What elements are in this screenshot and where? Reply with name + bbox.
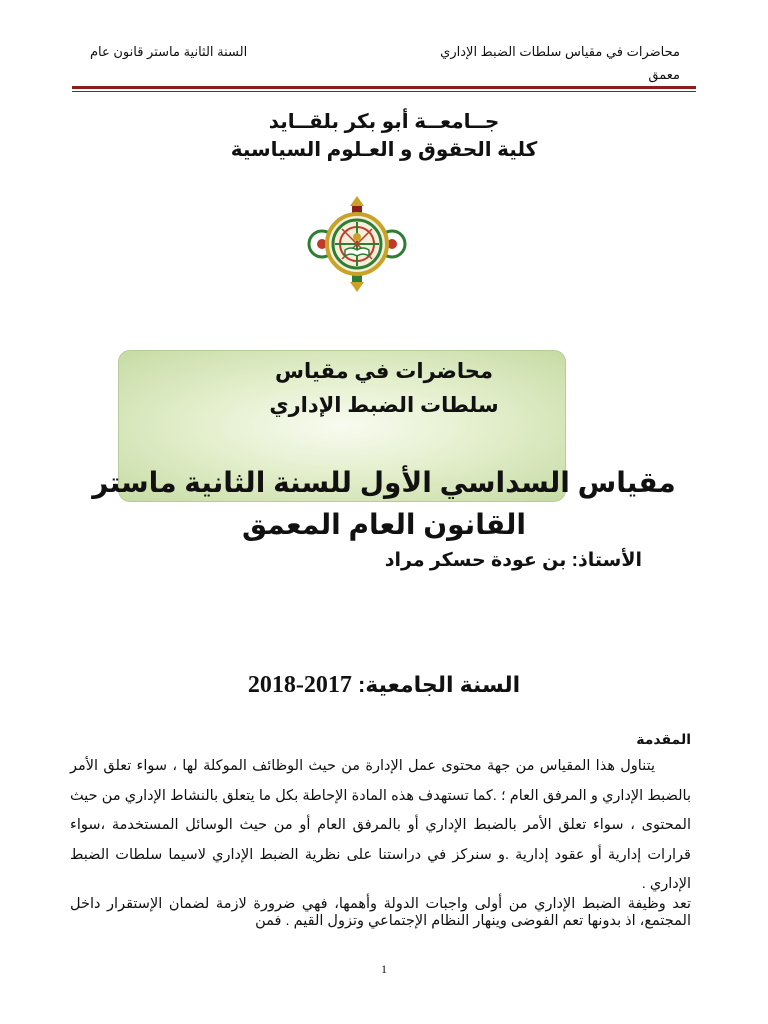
header-course-title: محاضرات في مقياس سلطات الضبط الإداري معمق [440,44,680,82]
university-emblem-icon [300,192,414,296]
title-line-2: سلطات الضبط الإداري [269,394,499,417]
header-rule-thick [72,86,696,89]
intro-paragraph-1: يتناول هذا المقياس من جهة محتوى عمل الإدارة من حيث الوظائف الموكلة لها ، سواء تعلق الأمر بالضبط الإداري و المرفق العام ؛ .كما تستهدف هذه المادة الإحاطة بكل ما يتعلق بالنشاط الإداري من حيث المحتوى ، سواء تعلق الأمر بالضبط الإداري أو بالمرفق العام أو من حيث الوسائل المستخدمة ،سواء قرارات إدارية أو عقود إدارية .و سنركز في دراستنا على نظرية الضبط الإداري لاسيما سلطات الضبط الإداري . [70,758,691,893]
intro-heading: المقدمة [636,731,691,747]
university-name: جــامعــة أبو بكر بلقــايد [268,111,500,133]
header-level: السنة الثانية ماستر قانون عام [90,44,248,59]
semester-line-1: مقياس السداسي الأول للسنة الثانية ماستر [92,467,676,498]
intro-paragraph-2: تعد وظيفة الضبط الإداري من أولى واجبات الدولة وأهمها، فهي ضرورة لازمة لضمان الإستقرار داخل المجتمع، اذ بدونها تعم الفوضى وينهار النظام الإجتماعي وتزول القيم . فمن [70,896,691,929]
semester-line-2: القانون العام المعمق [242,509,526,540]
title-box-text [0,355,768,423]
institution-block [0,108,768,164]
professor-name: الأستاذ: بن عودة حسكر مراد [384,550,642,571]
faculty-name: كلية الحقوق و العـلوم السياسية [230,139,538,161]
academic-year-value: 2017-2018 [247,672,352,698]
academic-year-label: السنة الجامعية: [357,672,521,697]
semester-heading [0,462,768,546]
page-number: 1 [381,962,387,976]
academic-year [0,672,768,699]
header-rule-thin [72,91,696,92]
title-line-1: محاضرات في مقياس [275,360,493,383]
